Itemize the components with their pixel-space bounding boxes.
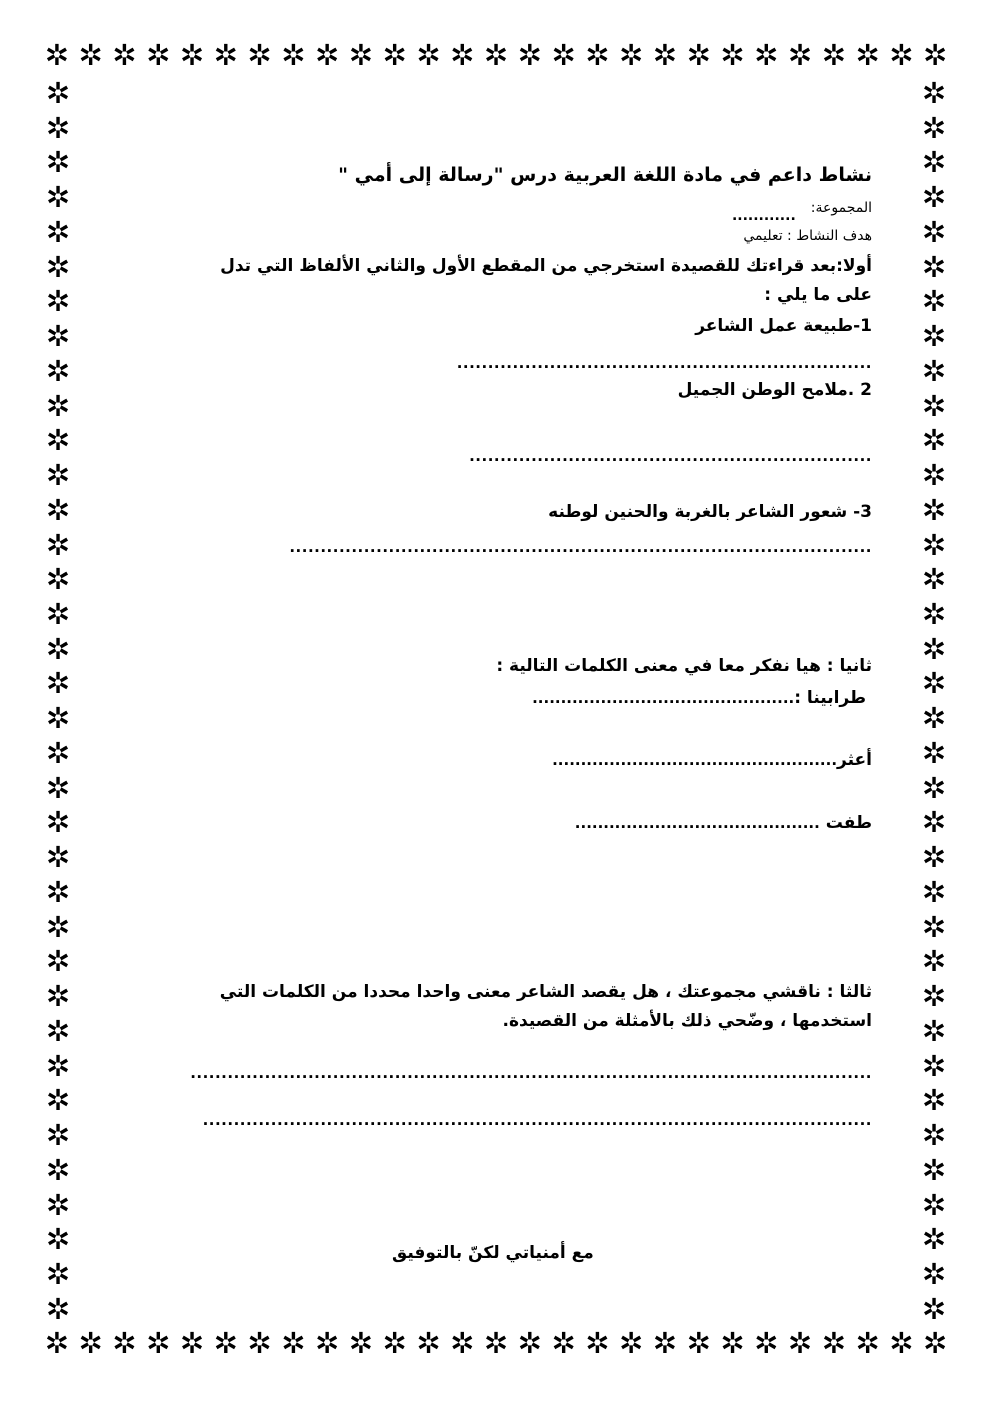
group-blank[interactable]: [732, 208, 872, 224]
asterisk-star-icon: ✲: [921, 110, 947, 145]
asterisk-star-icon: ✲: [45, 527, 71, 562]
asterisk-star-icon: ✲: [923, 38, 948, 72]
asterisk-star-icon: ✲: [45, 1291, 71, 1326]
asterisk-star-icon: ✲: [247, 38, 272, 72]
asterisk-star-icon: ✲: [921, 944, 947, 979]
asterisk-star-icon: ✲: [921, 840, 947, 875]
asterisk-star-icon: ✲: [921, 1048, 947, 1083]
asterisk-star-icon: ✲: [45, 1256, 71, 1291]
group-label-text: المجموعة:: [810, 200, 872, 216]
asterisk-star-icon: ✲: [45, 180, 71, 215]
asterisk-star-icon: ✲: [585, 1326, 610, 1360]
part2-answer-3[interactable]: ...........................................: [574, 814, 820, 832]
asterisk-star-icon: ✲: [921, 145, 947, 180]
border-bottom: [40, 1326, 952, 1362]
asterisk-star-icon: ✲: [921, 701, 947, 736]
asterisk-star-icon: ✲: [551, 38, 576, 72]
asterisk-star-icon: ✲: [45, 631, 71, 666]
asterisk-star-icon: ✲: [45, 701, 71, 736]
asterisk-star-icon: ✲: [720, 38, 745, 72]
part1-item-2: 2 .ملامح الوطن الجميل: [677, 380, 872, 400]
asterisk-star-icon: ✲: [281, 38, 306, 72]
part2-word-1-label: طرابينا :: [794, 688, 866, 708]
asterisk-star-icon: ✲: [45, 110, 71, 145]
asterisk-star-icon: ✲: [146, 1326, 171, 1360]
asterisk-star-icon: ✲: [382, 38, 407, 72]
asterisk-star-icon: ✲: [921, 423, 947, 458]
asterisk-star-icon: ✲: [45, 562, 71, 597]
asterisk-star-icon: ✲: [652, 1326, 678, 1360]
asterisk-star-icon: ✲: [921, 458, 947, 493]
part3-instruction: ثالثا : ناقشي مجموعتك ، هل يقصد الشاعر معنى واحدا محددا من الكلمات التي استخدمها ، وضّحي ذلك بالأمثلة من القصيدة.: [219, 982, 872, 1031]
asterisk-star-icon: ✲: [921, 979, 947, 1014]
asterisk-star-icon: ✲: [45, 805, 71, 840]
asterisk-star-icon: ✲: [45, 319, 71, 354]
asterisk-star-icon: ✲: [921, 1256, 947, 1291]
part3-answer-1[interactable]: ..............................................................................................................: [190, 1064, 872, 1082]
asterisk-star-icon: ✲: [45, 1222, 71, 1257]
activity-goal: هدف النشاط : تعليمي: [743, 228, 872, 244]
asterisk-star-icon: ✲: [45, 944, 71, 979]
part1-instruction: أولا:بعد قراءتك للقصيدة استخرجي من المقطع الأول والثاني الألفاظ التي تدل على ما يلي :: [220, 256, 872, 305]
asterisk-star-icon: ✲: [921, 527, 947, 562]
asterisk-star-icon: ✲: [45, 1187, 71, 1222]
asterisk-star-icon: ✲: [45, 214, 71, 249]
asterisk-star-icon: ✲: [450, 38, 475, 72]
asterisk-star-icon: ✲: [921, 1222, 947, 1257]
asterisk-star-icon: ✲: [45, 735, 71, 770]
asterisk-star-icon: ✲: [921, 353, 947, 388]
asterisk-star-icon: ✲: [921, 805, 947, 840]
asterisk-star-icon: ✲: [821, 1326, 847, 1360]
asterisk-star-icon: ✲: [45, 1118, 71, 1153]
asterisk-star-icon: ✲: [382, 1326, 407, 1360]
asterisk-star-icon: ✲: [921, 180, 947, 215]
asterisk-star-icon: ✲: [416, 1326, 441, 1360]
asterisk-star-icon: ✲: [45, 388, 71, 423]
asterisk-star-icon: ✲: [45, 597, 71, 632]
asterisk-star-icon: ✲: [483, 1326, 509, 1360]
asterisk-star-icon: ✲: [921, 770, 947, 805]
asterisk-star-icon: ✲: [78, 38, 103, 72]
asterisk-star-icon: ✲: [146, 38, 171, 72]
asterisk-star-icon: ✲: [855, 38, 880, 72]
border-left: [40, 76, 76, 1326]
asterisk-star-icon: ✲: [416, 38, 441, 72]
asterisk-star-icon: ✲: [45, 1152, 71, 1187]
asterisk-star-icon: ✲: [921, 492, 947, 527]
asterisk-star-icon: ✲: [754, 38, 779, 72]
asterisk-star-icon: ✲: [45, 284, 71, 319]
asterisk-star-icon: ✲: [551, 1326, 576, 1360]
asterisk-star-icon: ✲: [889, 38, 914, 72]
group-blank-dots[interactable]: ............: [731, 208, 796, 224]
asterisk-star-icon: ✲: [619, 38, 644, 72]
part1-answer-3[interactable]: ..............................................................................................: [289, 538, 872, 556]
asterisk-star-icon: ✲: [787, 38, 813, 72]
asterisk-star-icon: ✲: [921, 249, 947, 284]
asterisk-star-icon: ✲: [247, 1326, 272, 1360]
asterisk-star-icon: ✲: [754, 1326, 779, 1360]
asterisk-star-icon: ✲: [921, 1118, 947, 1153]
part1-item-1: 1-طبيعة عمل الشاعر: [695, 316, 872, 336]
asterisk-star-icon: ✲: [348, 38, 374, 72]
asterisk-star-icon: ✲: [213, 38, 238, 72]
asterisk-star-icon: ✲: [855, 1326, 880, 1360]
border-top: [40, 38, 952, 74]
asterisk-star-icon: ✲: [450, 1326, 475, 1360]
asterisk-star-icon: ✲: [921, 1187, 947, 1222]
asterisk-star-icon: ✲: [45, 353, 71, 388]
asterisk-star-icon: ✲: [921, 284, 947, 319]
asterisk-star-icon: ✲: [314, 1326, 340, 1360]
asterisk-star-icon: ✲: [45, 423, 71, 458]
part1-answer-1[interactable]: ...................................................................: [456, 354, 872, 372]
asterisk-star-icon: ✲: [213, 1326, 238, 1360]
part2-answer-2[interactable]: ..................................................: [552, 751, 838, 769]
asterisk-star-icon: ✲: [921, 631, 947, 666]
asterisk-star-icon: ✲: [179, 38, 205, 72]
asterisk-star-icon: ✲: [517, 38, 542, 72]
asterisk-star-icon: ✲: [45, 666, 71, 701]
closing-wishes: مع أمنياتي لكنّ بالتوفيق: [392, 1243, 594, 1263]
asterisk-star-icon: ✲: [45, 874, 71, 909]
asterisk-star-icon: ✲: [112, 1326, 137, 1360]
part3-answer-2[interactable]: ............................................................................................................: [202, 1111, 872, 1129]
asterisk-star-icon: ✲: [45, 145, 71, 180]
asterisk-star-icon: ✲: [921, 874, 947, 909]
part1-item-3: 3- شعور الشاعر بالغربة والحنين لوطنه: [548, 502, 872, 522]
asterisk-star-icon: ✲: [45, 770, 71, 805]
part2-word-3-label: طفت: [825, 813, 872, 833]
asterisk-star-icon: ✲: [45, 1048, 71, 1083]
asterisk-star-icon: ✲: [921, 1083, 947, 1118]
asterisk-star-icon: ✲: [45, 1083, 71, 1118]
worksheet: [120, 150, 872, 1290]
asterisk-star-icon: ✲: [720, 1326, 745, 1360]
part2-instruction: ثانيا : هيا نفكر معا في معنى الكلمات التالية :: [496, 656, 872, 676]
asterisk-star-icon: ✲: [652, 38, 678, 72]
asterisk-star-icon: ✲: [921, 597, 947, 632]
part2-word-2: [552, 750, 872, 770]
asterisk-star-icon: ✲: [821, 38, 847, 72]
asterisk-star-icon: ✲: [585, 38, 610, 72]
asterisk-star-icon: ✲: [921, 76, 947, 110]
asterisk-star-icon: ✲: [517, 1326, 542, 1360]
asterisk-star-icon: ✲: [44, 1326, 70, 1360]
asterisk-star-icon: ✲: [45, 840, 71, 875]
asterisk-star-icon: ✲: [44, 38, 70, 72]
asterisk-star-icon: ✲: [45, 249, 71, 284]
asterisk-star-icon: ✲: [921, 562, 947, 597]
border-right: [916, 76, 952, 1326]
part2-answer-1[interactable]: ..............................................: [532, 689, 795, 707]
asterisk-star-icon: ✲: [45, 909, 71, 944]
asterisk-star-icon: ✲: [921, 909, 947, 944]
part1-answer-2[interactable]: .................................................................: [469, 447, 872, 465]
asterisk-star-icon: ✲: [45, 1013, 71, 1048]
asterisk-star-icon: ✲: [45, 76, 71, 110]
asterisk-star-icon: ✲: [921, 666, 947, 701]
asterisk-star-icon: ✲: [921, 1152, 947, 1187]
asterisk-star-icon: ✲: [483, 38, 509, 72]
asterisk-star-icon: ✲: [923, 1326, 948, 1360]
part2-word-2-label: أعثر: [837, 750, 872, 770]
asterisk-star-icon: ✲: [45, 979, 71, 1014]
asterisk-star-icon: ✲: [112, 38, 137, 72]
asterisk-star-icon: ✲: [314, 38, 340, 72]
asterisk-star-icon: ✲: [45, 458, 71, 493]
asterisk-star-icon: ✲: [686, 1326, 711, 1360]
asterisk-star-icon: ✲: [45, 492, 71, 527]
asterisk-star-icon: ✲: [348, 1326, 374, 1360]
asterisk-star-icon: ✲: [686, 38, 711, 72]
asterisk-star-icon: ✲: [281, 1326, 306, 1360]
asterisk-star-icon: ✲: [921, 214, 947, 249]
asterisk-star-icon: ✲: [889, 1326, 914, 1360]
asterisk-star-icon: ✲: [921, 1291, 947, 1326]
part2-word-1: [532, 688, 866, 708]
part2-word-3: [575, 813, 872, 833]
asterisk-star-icon: ✲: [921, 388, 947, 423]
asterisk-star-icon: ✲: [179, 1326, 205, 1360]
asterisk-star-icon: ✲: [921, 735, 947, 770]
asterisk-star-icon: ✲: [921, 1013, 947, 1048]
asterisk-star-icon: ✲: [78, 1326, 103, 1360]
asterisk-star-icon: ✲: [921, 319, 947, 354]
worksheet-title: نشاط داعم في مادة اللغة العربية درس "رسالة إلى أمي ": [338, 164, 872, 186]
asterisk-star-icon: ✲: [787, 1326, 813, 1360]
asterisk-star-icon: ✲: [619, 1326, 644, 1360]
